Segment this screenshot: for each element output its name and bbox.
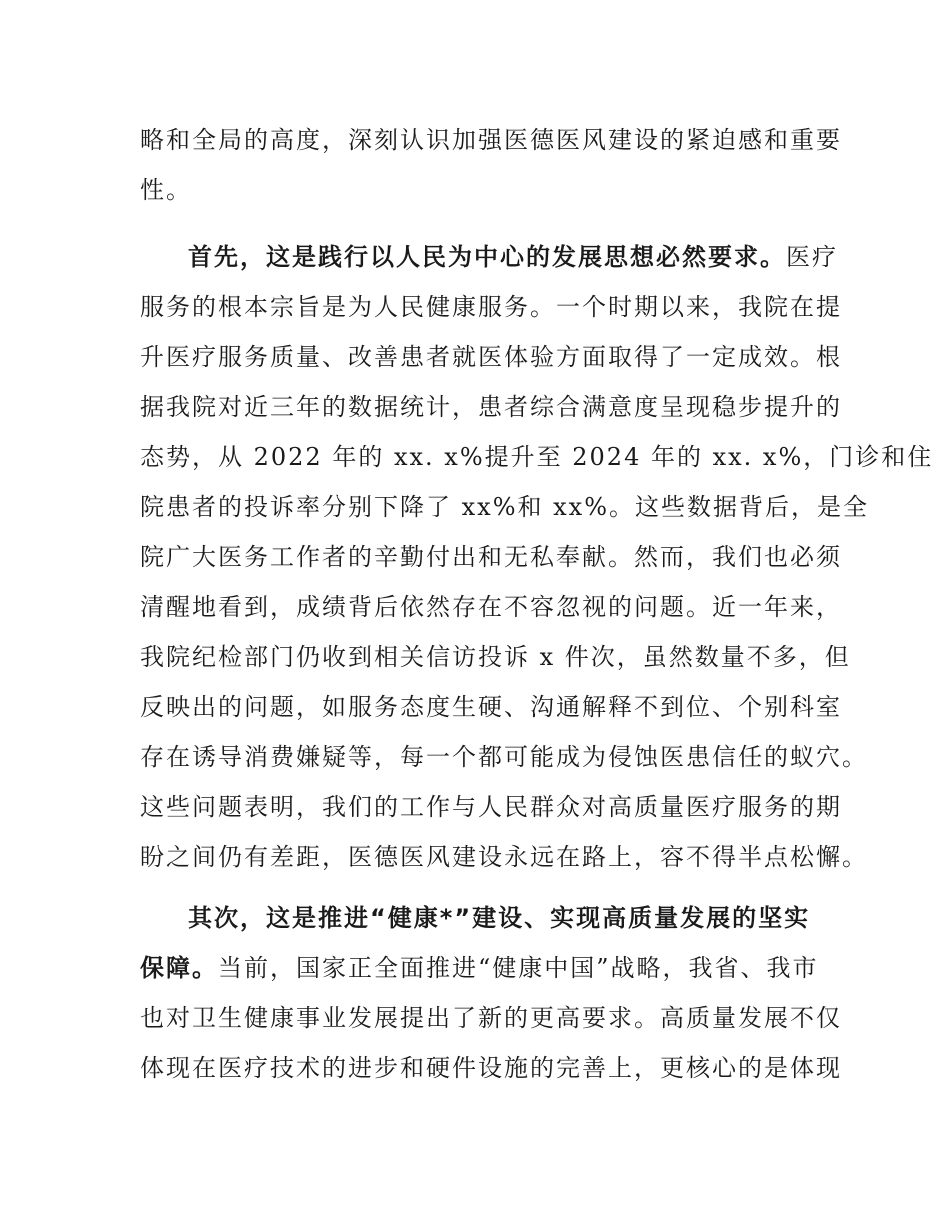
text-line: 略和全局的高度，深刻认识加强医德医风建设的紧迫感和重要 xyxy=(140,126,842,154)
text-line: 性。 xyxy=(140,176,192,204)
text-line: 院广大医务工作者的辛勤付出和无私奉献。然而，我们也必须 xyxy=(140,543,842,571)
text-line: 院患者的投诉率分别下降了 xx%和 xx%。这些数据背后，是全 xyxy=(140,493,870,521)
bold-heading: 首先，这是践行以人民为中心的发展思想必然要求。 xyxy=(188,243,786,271)
text-line: 也对卫生健康事业发展提出了新的更高要求。高质量发展不仅 xyxy=(140,1004,842,1032)
text-line: 升医疗服务质量、改善患者就医体验方面取得了一定成效。根 xyxy=(140,343,842,371)
bold-heading: 保障。 xyxy=(140,954,218,982)
text-run: 当前，国家正全面推进“健康中国”战略，我省、我市 xyxy=(218,954,819,982)
text-line: 服务的根本宗旨是为人民健康服务。一个时期以来，我院在提 xyxy=(140,293,842,321)
bold-heading: 其次，这是推进“健康*”建设、实现高质量发展的坚实 xyxy=(188,904,811,932)
text-line: 这些问题表明，我们的工作与人民群众对高质量医疗服务的期 xyxy=(140,793,842,821)
paragraph-1 xyxy=(140,115,842,215)
text-line: 反映出的问题，如服务态度生硬、沟通解释不到位、个别科室 xyxy=(140,693,842,721)
text-line xyxy=(140,943,830,993)
paragraph-2 xyxy=(140,232,934,882)
text-line xyxy=(140,232,838,282)
paragraph-3 xyxy=(140,893,842,1093)
text-line: 据我院对近三年的数据统计，患者综合满意度呈现稳步提升的 xyxy=(140,393,842,421)
text-line: 体现在医疗技术的进步和硬件设施的完善上，更核心的是体现 xyxy=(140,1054,842,1082)
text-line: 我院纪检部门仍收到相关信访投诉 x 件次，虽然数量不多，但 xyxy=(140,643,851,671)
text-line: 态势，从 2022 年的 xx. x%提升至 2024 年的 xx. x%，门诊和住 xyxy=(140,443,934,471)
text-line: 存在诱导消费嫌疑等，每一个都可能成为侵蚀医患信任的蚁穴。 xyxy=(140,743,868,771)
text-line: 清醒地看到，成绩背后依然存在不容忽视的问题。近一年来， xyxy=(140,593,842,621)
text-line: 盼之间仍有差距，医德医风建设永远在路上，容不得半点松懈。 xyxy=(140,843,868,871)
text-run: 医疗 xyxy=(786,243,838,271)
text-line xyxy=(140,893,830,943)
